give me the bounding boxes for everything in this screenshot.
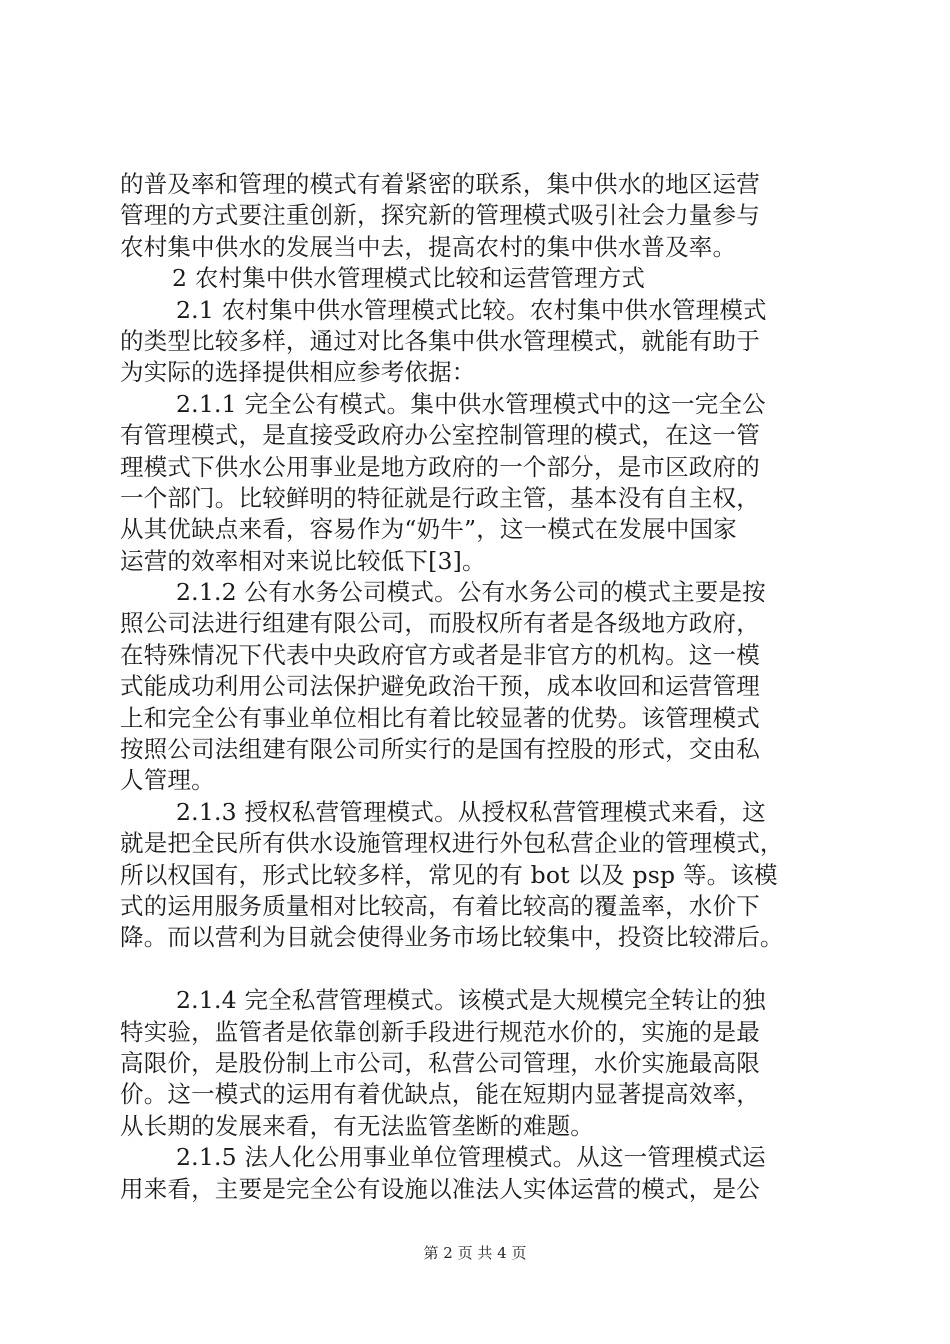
paragraph-intro	[120, 169, 840, 263]
text-line: 一个部门。比较鲜明的特征就是行政主管，基本没有自主权，	[120, 483, 760, 512]
text-line: 有管理模式，是直接受政府办公室控制管理的模式，在这一管	[120, 421, 760, 450]
document-body	[120, 169, 840, 1205]
text-line: 2.1.3 授权私营管理模式。从授权私营管理模式来看，这	[176, 797, 766, 826]
text-line: 高限价，是股份制上市公司，私营公司管理，水价实施最高限	[120, 1048, 760, 1077]
text-line: 2.1.2 公有水务公司模式。公有水务公司的模式主要是按	[176, 578, 766, 607]
text-line: 理模式下供水公用事业是地方政府的一个部分，是市区政府的	[120, 452, 760, 481]
text-line: 2.1 农村集中供水管理模式比较。农村集中供水管理模式	[176, 295, 767, 324]
page-footer	[0, 1243, 950, 1263]
paragraph-2-1-2	[120, 577, 840, 797]
text-line: 按照公司法组建有限公司所实行的是国有控股的形式，交由私	[120, 735, 760, 764]
text-line: 2.1.1 完全公有模式。集中供水管理模式中的这一完全公	[176, 389, 766, 418]
text-line: 特实验，监管者是依靠创新手段进行规范水价的，实施的是最	[120, 1017, 760, 1046]
text-line: 用来看，主要是完全公有设施以准法人实体运营的模式，是公	[120, 1174, 760, 1203]
text-line: 在特殊情况下代表中央政府官方或者是非官方的机构。这一模	[120, 640, 760, 669]
text-line: 照公司法进行组建有限公司，而股权所有者是各级地方政府，	[120, 609, 760, 638]
section-heading-2	[120, 263, 840, 294]
text-line: 为实际的选择提供相应参考依据：	[120, 358, 476, 387]
text-line: 人管理。	[120, 766, 215, 795]
text-line: 管理的方式要注重创新，探究新的管理模式吸引社会力量参与	[120, 201, 760, 230]
text-line: 2 农村集中供水管理模式比较和运营管理方式	[172, 264, 646, 293]
page-number-label: 第 2 页 共 4 页	[423, 1244, 527, 1262]
text-line: 从长期的发展来看，有无法监管垄断的难题。	[120, 1111, 594, 1140]
text-line: 的类型比较多样，通过对比各集中供水管理模式，就能有助于	[120, 326, 760, 355]
text-line: 2.1.4 完全私营管理模式。该模式是大规模完全转让的独	[176, 986, 766, 1015]
text-line: 价。这一模式的运用有着优缺点，能在短期内显著提高效率，	[120, 1080, 760, 1109]
text-line: 运营的效率相对来说比较低下[3]。	[120, 546, 486, 575]
paragraph-2-1-5	[120, 1142, 840, 1205]
text-line: 2.1.5 法人化公用事业单位管理模式。从这一管理模式运	[176, 1143, 766, 1172]
text-line: 降。而以营利为目就会使得业务市场比较集中，投资比较滞后。	[120, 923, 784, 952]
blank-line	[120, 954, 840, 985]
text-line: 上和完全公有事业单位相比有着比较显著的优势。该管理模式	[120, 703, 760, 732]
paragraph-2-1	[120, 295, 840, 389]
text-line: 从其优缺点来看，容易作为“奶牛”，这一模式在发展中国家	[120, 515, 737, 544]
text-line: 就是把全民所有供水设施管理权进行外包私营企业的管理模式，	[120, 829, 784, 858]
text-line: 式能成功利用公司法保护避免政治干预，成本收回和运营管理	[120, 672, 760, 701]
paragraph-2-1-3	[120, 797, 840, 954]
paragraph-2-1-1	[120, 389, 840, 577]
text-line: 的普及率和管理的模式有着紧密的联系，集中供水的地区运营	[120, 170, 760, 198]
text-line: 所以权国有，形式比较多样，常见的有 bot 以及 psp 等。该模	[120, 860, 778, 889]
text-line: 农村集中供水的发展当中去，提高农村的集中供水普及率。	[120, 232, 737, 261]
paragraph-2-1-4	[120, 985, 840, 1142]
text-line: 式的运用服务质量相对比较高，有着比较高的覆盖率，水价下	[120, 891, 760, 920]
